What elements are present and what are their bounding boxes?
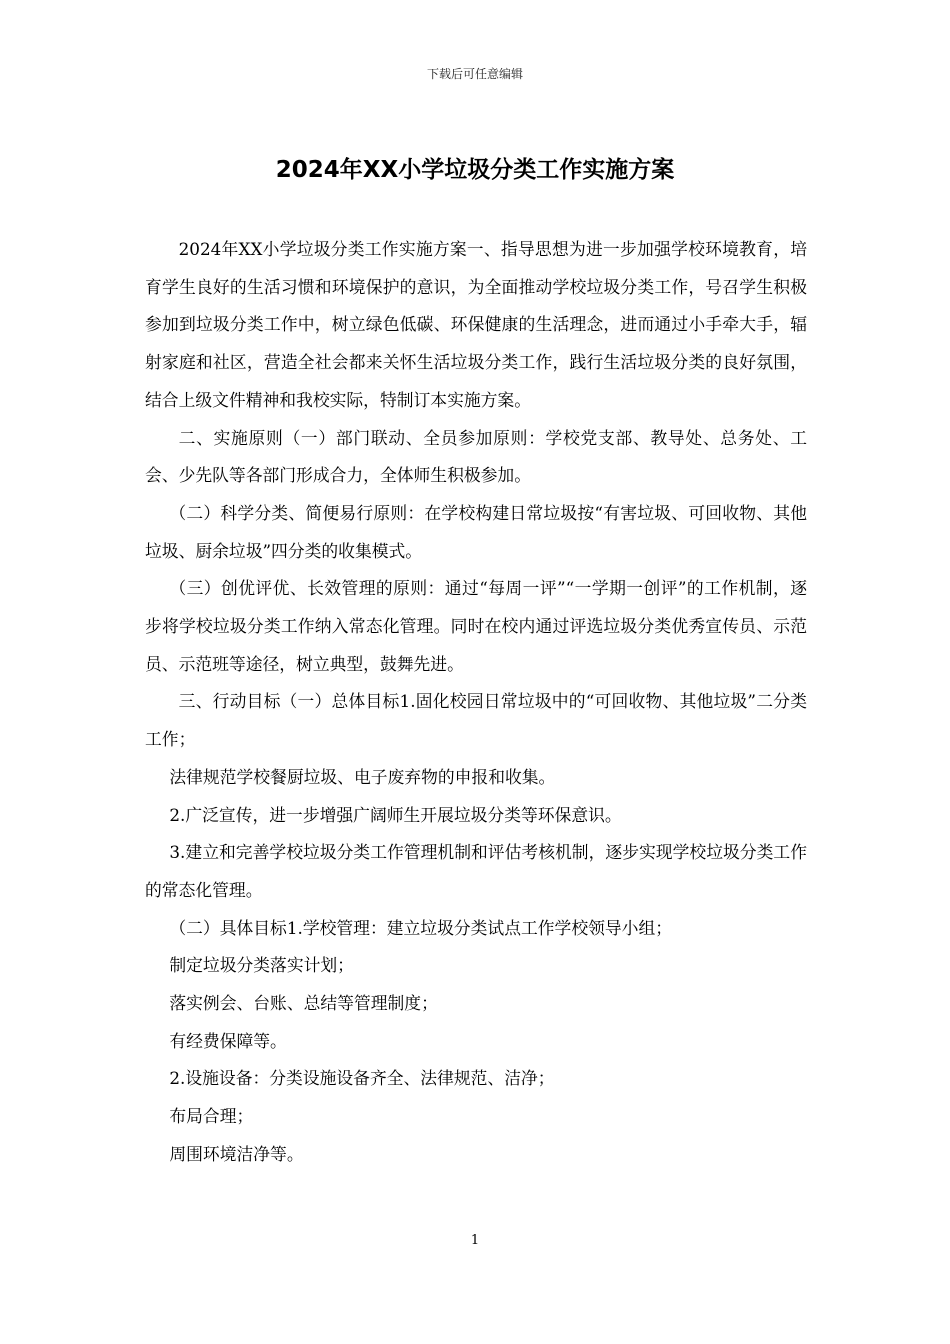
paragraph-goal-2: 2.广泛宣传，进一步增强广阔师生开展垃圾分类等环保意识。 <box>169 804 622 825</box>
paragraph-facilities: 2.设施设备：分类设施设备齐全、法律规范、洁净； <box>169 1068 555 1089</box>
paragraph-specific-goals: （二）具体目标1.学校管理：建立垃圾分类试点工作学校领导小组； <box>169 917 673 938</box>
document-title: 2024年XX小学垃圾分类工作实施方案 <box>275 157 675 183</box>
paragraph-goal-3: 3.建立和完善学校垃圾分类工作管理机制和评估考核机制，逐步实现学校垃圾分类工作的常态化管理。 <box>145 842 807 900</box>
paragraph-system: 落实例会、台账、总结等管理制度； <box>169 993 438 1014</box>
paragraph-principles: 二、实施原则（一）部门联动、全员参加原则：学校党支部、教导处、总务处、工会、少先队等各部门形成合力，全体师生积极参加。 <box>145 427 807 486</box>
paragraph-intro: 2024年XX小学垃圾分类工作实施方案一、指导思想为进一步加强学校环境教育，培育学生良好的生活习惯和环境保护的意识，为全面推动学校垃圾分类工作，号召学生积极参加到垃圾分类工作中，树立绿色低碳、环保健康的生活理念，进而通过小手牵大手，辐射家庭和社区，营造全社会都来关怀生活垃圾分类工作，践行生活垃圾分类的良好氛围，结合上级文件精神和我校实际，特制订本实施方案。 <box>145 239 807 410</box>
paragraph-principle-3: （三）创优评优、长效管理的原则：通过“每周一评”“一学期一创评”的工作机制，逐步将学校垃圾分类工作纳入常态化管理。同时在校内通过评选垃圾分类优秀宣传员、示范员、示范班等途径，树立典型，鼓舞先进。 <box>145 578 807 674</box>
page-header-note: 下载后可任意编辑 <box>426 67 523 81</box>
paragraph-principle-2: （二）科学分类、简便易行原则：在学校构建日常垃圾按“有害垃圾、可回收物、其他垃圾、厨余垃圾”四分类的收集模式。 <box>145 502 807 561</box>
paragraph-layout: 布局合理； <box>169 1106 254 1127</box>
paragraph-environment: 周围环境洁净等。 <box>169 1143 304 1164</box>
paragraph-goal-line: 法律规范学校餐厨垃圾、电子废弃物的申报和收集。 <box>169 766 556 787</box>
document-body <box>145 231 807 1174</box>
paragraph-plan: 制定垃圾分类落实计划； <box>169 955 354 976</box>
paragraph-goals: 三、行动目标（一）总体目标1.固化校园日常垃圾中的“可回收物、其他垃圾”二分类工作； <box>145 691 807 750</box>
page-number: 1 <box>470 1233 480 1248</box>
paragraph-funding: 有经费保障等。 <box>169 1030 287 1051</box>
